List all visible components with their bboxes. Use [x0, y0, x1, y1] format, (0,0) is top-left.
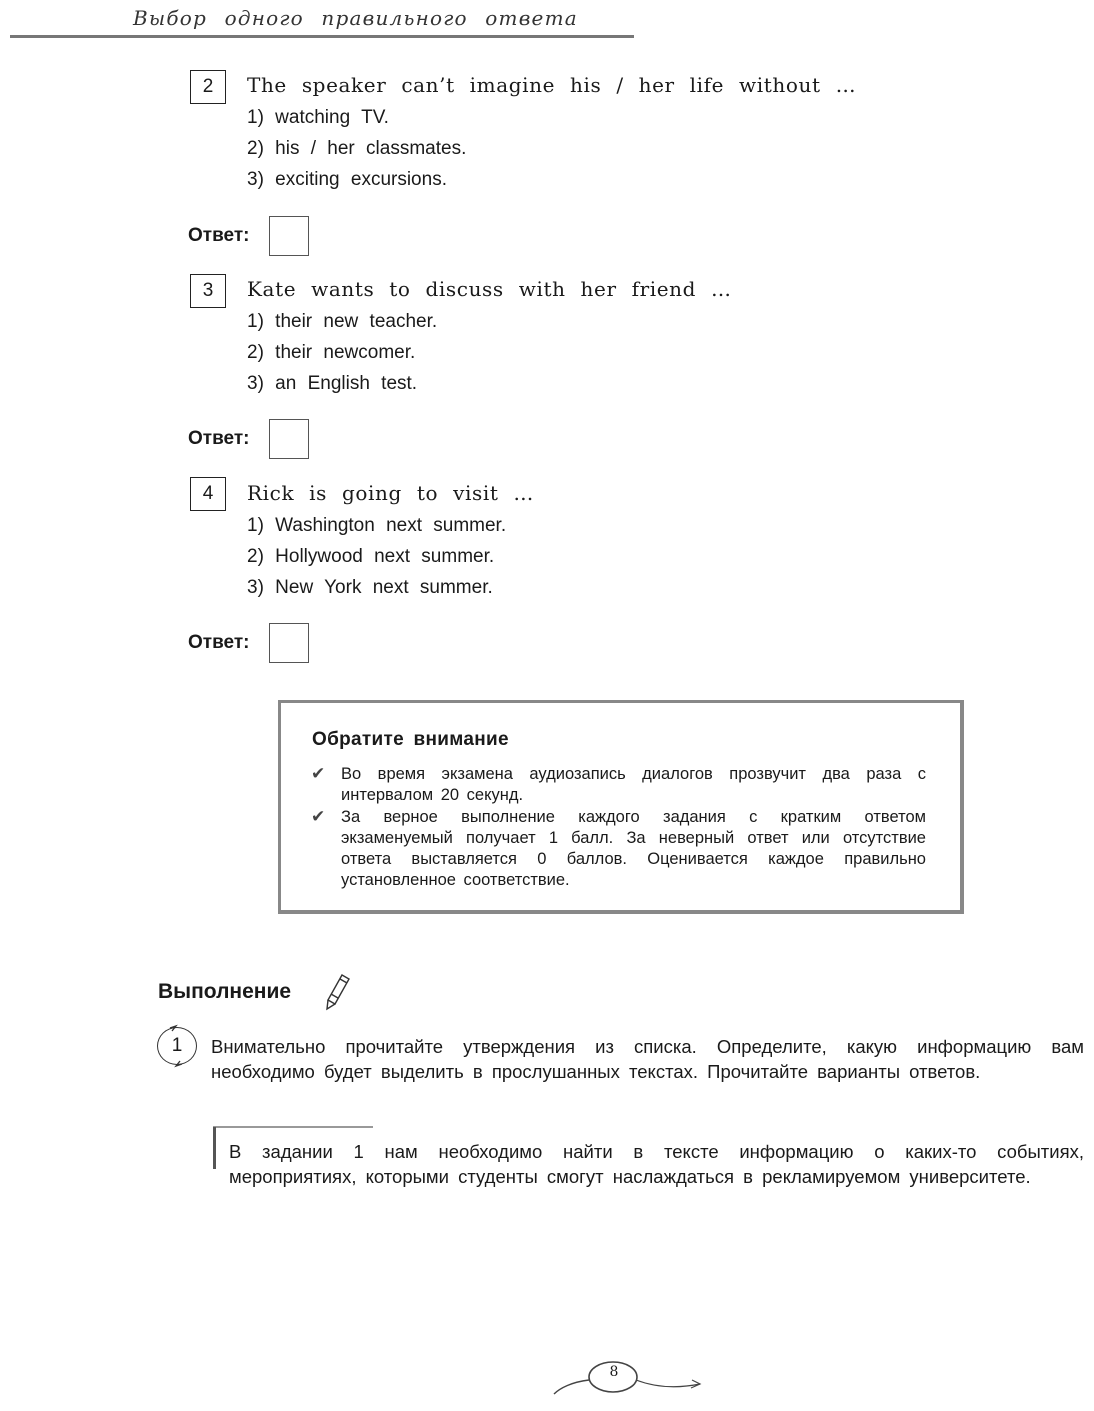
- hint-side-bar: [213, 1127, 216, 1169]
- question-2-option-2: 2) his / her classmates.: [247, 138, 467, 159]
- check-icon: ✔: [311, 764, 326, 783]
- answer-label-2: Ответ:: [188, 225, 250, 246]
- refresh-arrows-icon: [152, 1022, 202, 1070]
- running-header: Выбор одного правильного ответа: [133, 6, 578, 30]
- question-3-option-3: 3) an English test.: [247, 373, 418, 394]
- question-4-text: Rick is going to visit …: [247, 481, 535, 505]
- answer-label-3: Ответ:: [188, 428, 250, 449]
- question-3-text: Kate wants to discuss with her friend …: [247, 277, 732, 301]
- question-3-option-2: 2) their newcomer.: [247, 342, 416, 363]
- question-2-option-3: 3) exciting excursions.: [247, 169, 447, 190]
- question-4-option-1: 1) Washington next summer.: [247, 515, 507, 536]
- check-icon: ✔: [311, 807, 326, 826]
- question-3-option-1: 1) their new teacher.: [247, 311, 438, 332]
- question-number-3: 3: [190, 274, 226, 308]
- question-number-2: 2: [190, 70, 226, 104]
- header-rule: [10, 35, 634, 38]
- question-2-text: The speaker can’t imagine his / her life without …: [247, 73, 857, 97]
- answer-box-2[interactable]: [269, 216, 309, 256]
- pencil-icon: [322, 972, 352, 1012]
- page-number: 8: [609, 1364, 619, 1380]
- question-4-option-3: 3) New York next summer.: [247, 577, 493, 598]
- section-title: Выполнение: [158, 980, 292, 1003]
- answer-box-3[interactable]: [269, 419, 309, 459]
- answer-box-4[interactable]: [269, 623, 309, 663]
- note-title: Обратите внимание: [312, 729, 509, 750]
- task-instruction: Внимательно прочитайте утверждения из списка. Определите, какую информацию вам необходимо будет выделить в прослушанных текстах. Прочитайте варианты ответов.: [211, 1036, 1084, 1082]
- answer-label-4: Ответ:: [188, 632, 250, 653]
- note-item-2: За верное выполнение каждого задания с кратким ответом экзаменуемый получает 1 балл. За неверный ответ или отсутствие ответа выставляется 0 баллов. Оценивается каждое правильно установленное соответствие.: [341, 808, 926, 889]
- question-4-option-2: 2) Hollywood next summer.: [247, 546, 495, 567]
- question-2-option-1: 1) watching TV.: [247, 107, 389, 128]
- hint-text: В задании 1 нам необходимо найти в тексте информацию о каких-то событиях, мероприятиях, которыми студенты смогут наслаждаться в рекламируемом университете.: [229, 1141, 1084, 1187]
- note-item-1: Во время экзамена аудиозапись диалогов прозвучит два раза с интервалом 20 секунд.: [341, 765, 926, 804]
- question-number-4: 4: [190, 477, 226, 511]
- task-number: 1: [157, 1027, 197, 1065]
- hint-top-rule: [213, 1126, 373, 1128]
